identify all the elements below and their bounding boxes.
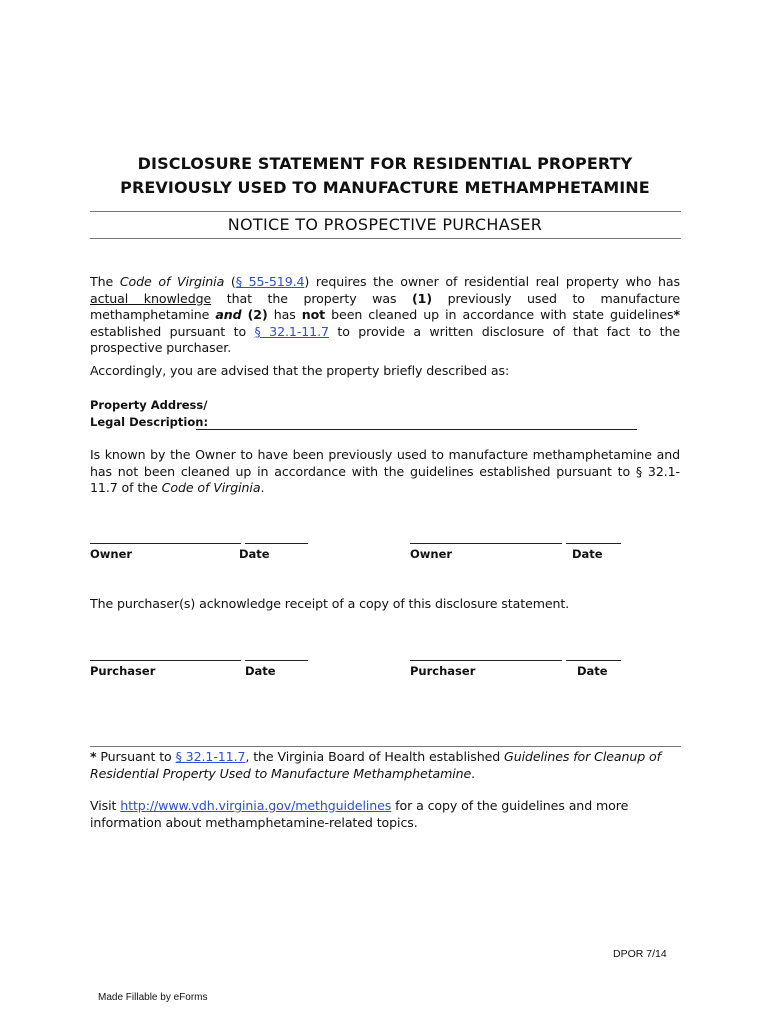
code-of-virginia: Code of Virginia bbox=[119, 274, 225, 289]
visit-paragraph: Visit http://www.vdh.virginia.gov/methguidelines for a copy of the guidelines and more information about methamphetamine-related topics. bbox=[90, 798, 629, 830]
statute-link-55-519-4[interactable]: § 55-519.4 bbox=[235, 274, 305, 289]
purchaser-date-line-1[interactable] bbox=[245, 660, 308, 661]
form-code: DPOR 7/14 bbox=[613, 948, 667, 960]
purchaser-signature-line-1[interactable] bbox=[90, 660, 241, 661]
made-fillable-credit: Made Fillable by eForms bbox=[98, 992, 208, 1003]
purchaser-date-label-2: Date bbox=[577, 664, 608, 678]
property-address-label: Property Address/ bbox=[90, 398, 208, 412]
not-emphasis: not bbox=[301, 307, 326, 322]
purchaser-date-line-2[interactable] bbox=[566, 660, 621, 661]
guidelines-title: Guidelines for Cleanup of Residential Property Used to Manufacture Methamphetamine bbox=[90, 749, 661, 781]
and-emphasis: and bbox=[215, 307, 242, 322]
legal-description-label: Legal Description: bbox=[90, 415, 209, 429]
property-address-field[interactable] bbox=[196, 414, 637, 430]
notice-heading: NOTICE TO PROSPECTIVE PURCHASER bbox=[227, 215, 543, 234]
statute-link-32-1-11-7[interactable]: § 32.1-11.7 bbox=[254, 323, 329, 339]
owner-label-2: Owner bbox=[410, 547, 453, 561]
purchaser-label-1: Purchaser bbox=[90, 664, 156, 678]
bottom-rule bbox=[90, 238, 681, 239]
footnote-rule bbox=[90, 746, 681, 747]
owner-date-label-2: Date bbox=[572, 547, 603, 561]
acknowledge-text: The purchaser(s) acknowledge receipt of a copy of this disclosure statement. bbox=[90, 596, 570, 611]
owner-date-line-2[interactable] bbox=[566, 543, 621, 544]
top-rule bbox=[90, 211, 681, 212]
footnote: * Pursuant to § 32.1-11.7, the Virginia Board of Health established Guidelines for Cleanup of Residential Property Used to Manufacture Methamphetamine. bbox=[90, 749, 661, 781]
known-paragraph: Is known by the Owner to have been previously used to manufacture methamphetamine and has not been cleaned up in accordance with the guidelines established pursuant to § 32.1-11.7 of the Code of Virginia. bbox=[90, 447, 680, 495]
owner-signature-line-2[interactable] bbox=[410, 543, 562, 544]
meth-guidelines-url-link[interactable]: http://www.vdh.virginia.gov/methguidelines bbox=[120, 798, 392, 813]
actual-knowledge: actual knowledge bbox=[90, 290, 212, 306]
owner-date-label-1: Date bbox=[239, 547, 270, 561]
purchaser-date-label-1: Date bbox=[245, 664, 276, 678]
purchaser-label-2: Purchaser bbox=[410, 664, 476, 678]
purchaser-signature-line-2[interactable] bbox=[410, 660, 562, 661]
intro-paragraph: The Code of Virginia (§ 55-519.4) requires the owner of residential real property who has actual knowledge that the property was (1) previously used to manufacture methamphetamine and (2) has not been cleaned up in accordance with state guidelines* established pursuant to § 32.1-11.7 to provide a written disclosure of that fact to the prospective purchaser. bbox=[90, 274, 680, 355]
title-line-2: PREVIOUSLY USED TO MANUFACTURE METHAMPHETAMINE bbox=[120, 178, 650, 197]
owner-signature-line-1[interactable] bbox=[90, 543, 241, 544]
owner-date-line-1[interactable] bbox=[245, 543, 308, 544]
advised-text: Accordingly, you are advised that the property briefly described as: bbox=[90, 363, 510, 378]
footnote-link-32-1-11-7[interactable]: § 32.1-11.7 bbox=[175, 749, 246, 764]
owner-label-1: Owner bbox=[90, 547, 133, 561]
title-line-1: DISCLOSURE STATEMENT FOR RESIDENTIAL PROPERTY bbox=[137, 154, 633, 173]
